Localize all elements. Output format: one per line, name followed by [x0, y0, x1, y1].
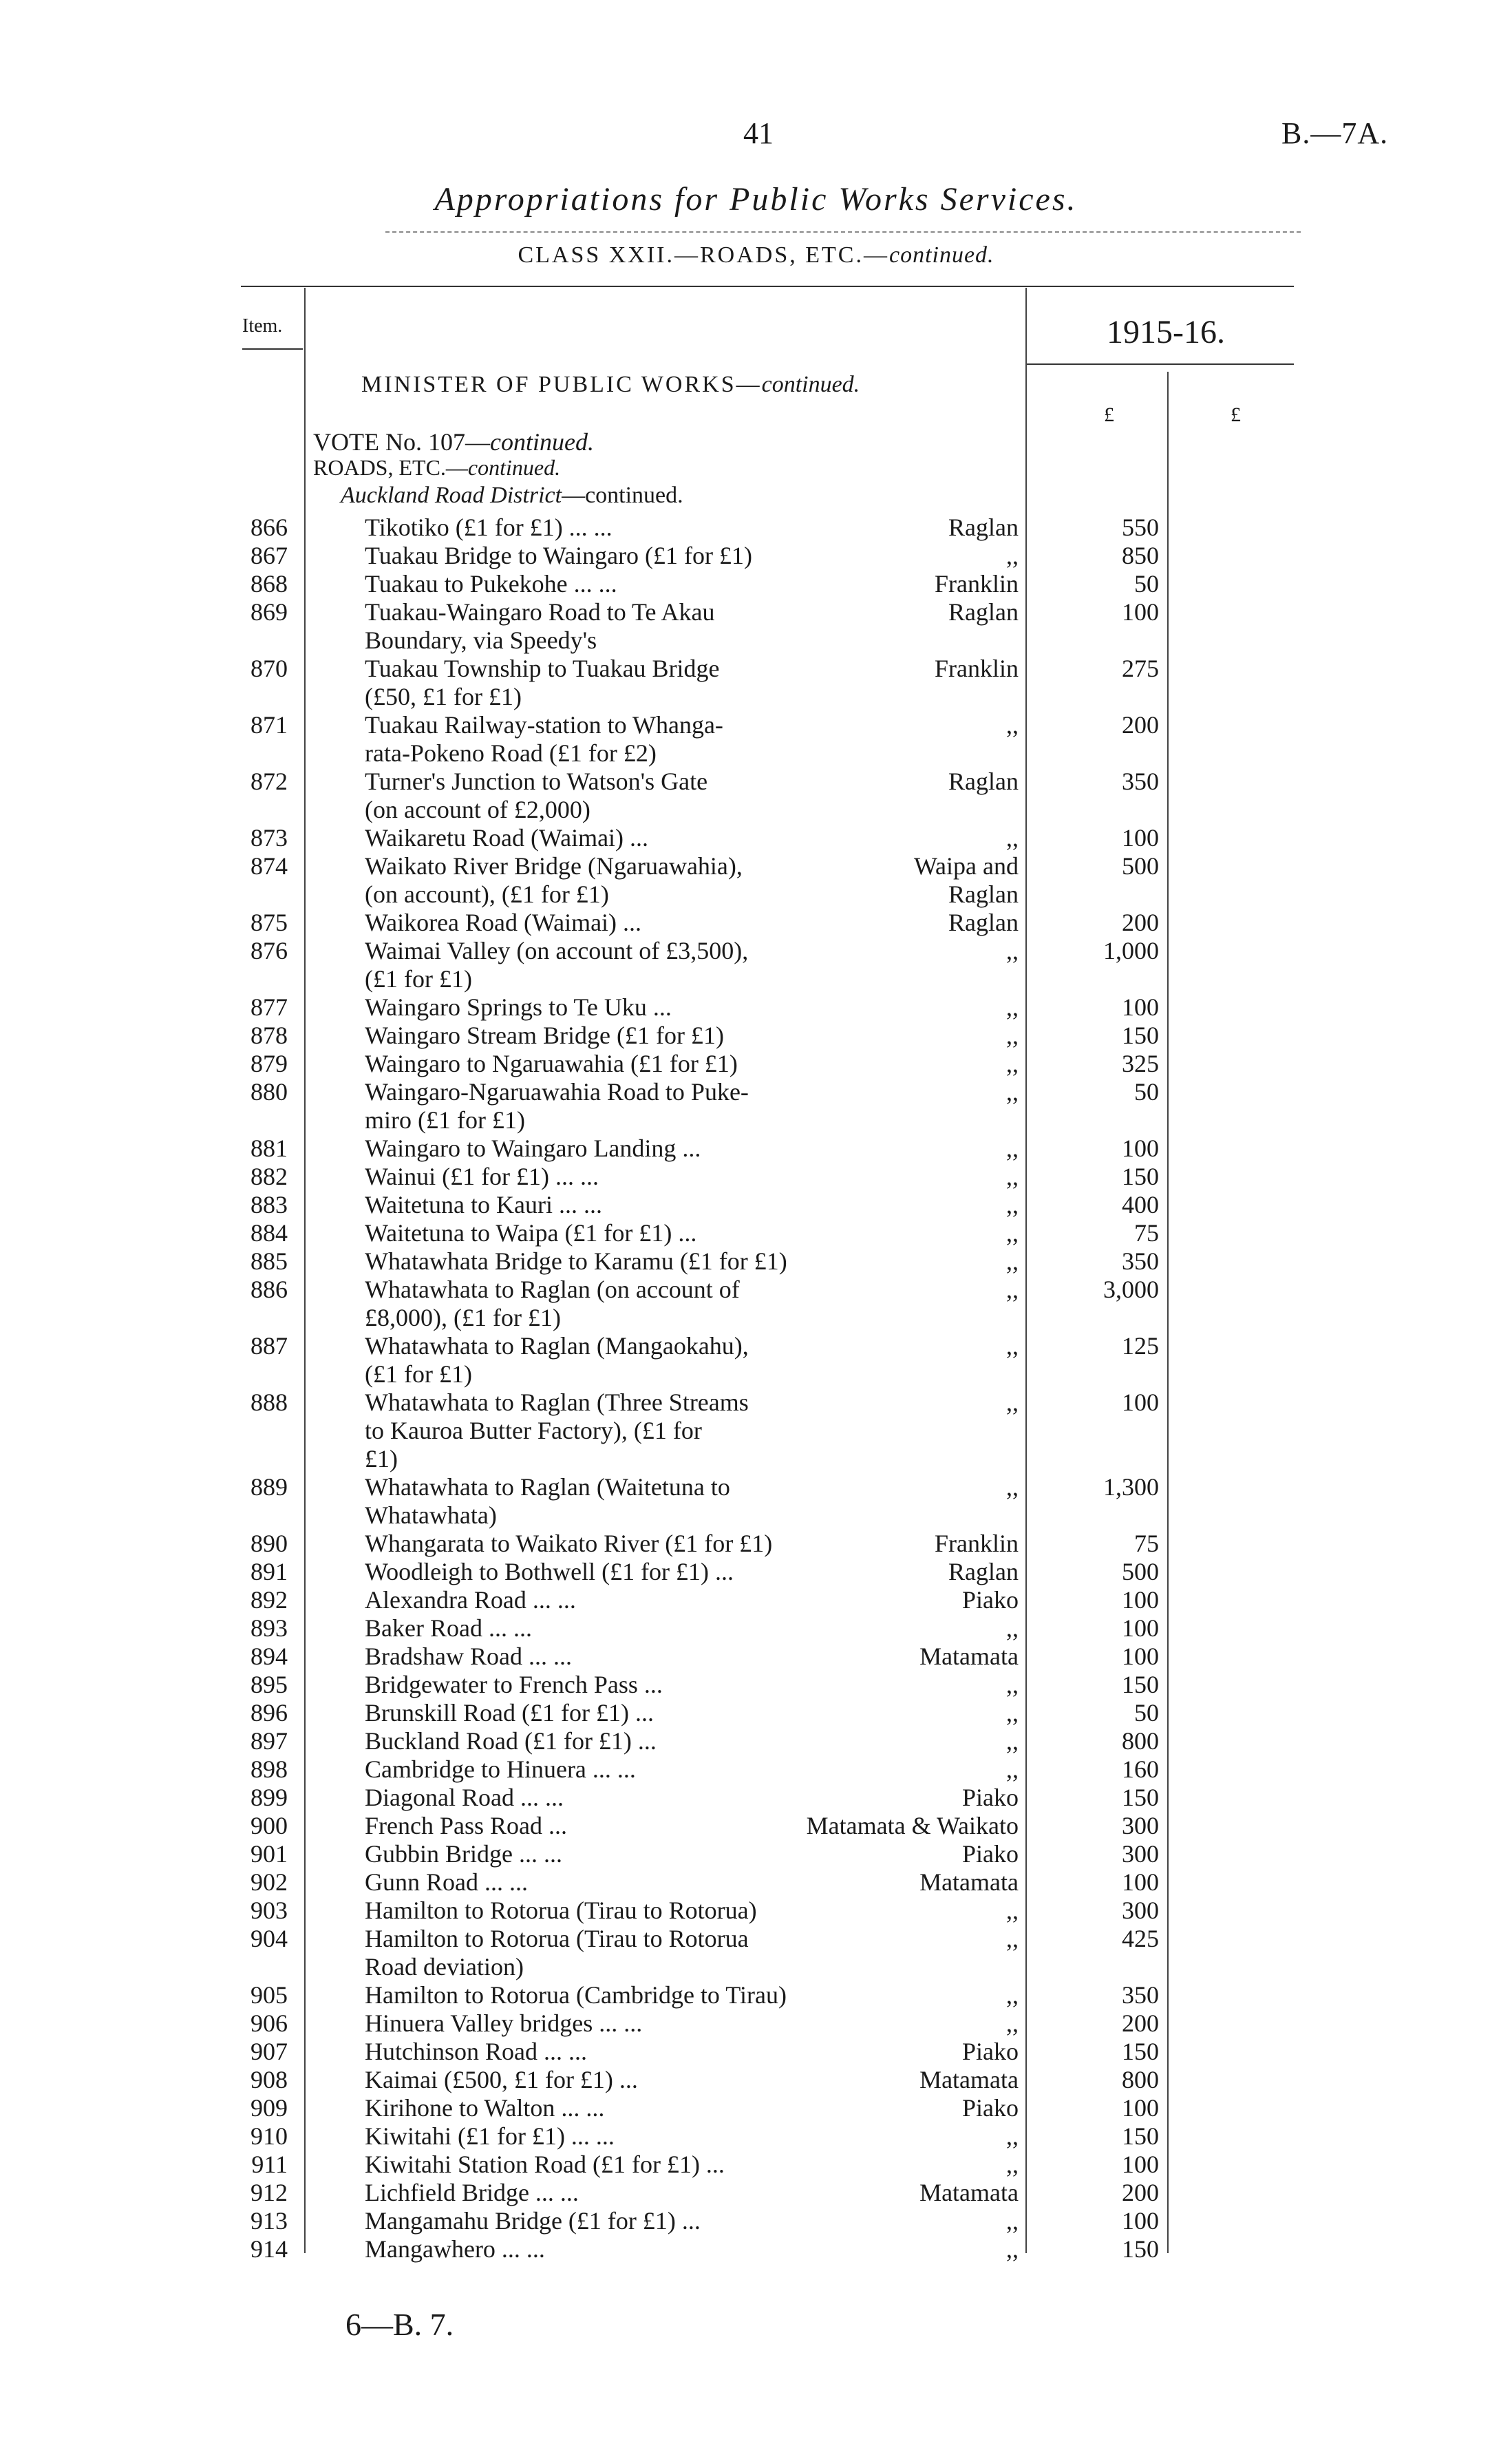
work-description: Tuakau Bridge to Waingaro (£1 for £1)	[365, 542, 753, 569]
electorate: ,,	[1006, 1163, 1019, 1190]
title-rule	[385, 231, 1301, 233]
item-number: 898	[251, 1755, 288, 1783]
table-row	[0, 655, 1512, 711]
table-row	[0, 1840, 1512, 1868]
electorate: ,,	[1006, 937, 1019, 964]
electorate: ,,	[1006, 1078, 1019, 1106]
item-number: 912	[251, 2179, 288, 2206]
amount: 200	[1122, 711, 1159, 739]
work-description: Waitetuna to Kauri ... ...	[365, 1191, 603, 1218]
item-number: 891	[251, 1558, 288, 1585]
amount: 400	[1122, 1191, 1159, 1218]
work-description: Kiwitahi Station Road (£1 for £1) ...	[365, 2151, 725, 2178]
table-row	[0, 768, 1512, 824]
amount: 100	[1122, 824, 1159, 852]
amount: 200	[1122, 2179, 1159, 2206]
item-number: 903	[251, 1897, 288, 1924]
item-number: 877	[251, 993, 288, 1021]
table-row	[0, 1643, 1512, 1671]
electorate: ,,	[1006, 1332, 1019, 1360]
table-row	[0, 1022, 1512, 1050]
work-description: Waikato River Bridge (Ngaruawahia), (on account), (£1 for £1)	[365, 852, 743, 908]
item-number: 883	[251, 1191, 288, 1218]
table-row	[0, 1671, 1512, 1699]
electorate: ,,	[1006, 2207, 1019, 2235]
table-row	[0, 852, 1512, 909]
class-heading-text: CLASS XXII.—ROADS, ETC.—	[518, 242, 889, 268]
item-number: 895	[251, 1671, 288, 1698]
table-row	[0, 2207, 1512, 2235]
table-row	[0, 1558, 1512, 1586]
table-row	[0, 1276, 1512, 1332]
amount: 300	[1122, 1812, 1159, 1839]
table-row	[0, 1219, 1512, 1247]
work-description: Waingaro Stream Bridge (£1 for £1)	[365, 1022, 724, 1049]
electorate: ,,	[1006, 1191, 1019, 1218]
electorate: ,,	[1006, 1671, 1019, 1698]
electorate: Piako	[961, 1784, 1019, 1811]
electorate: ,,	[1006, 1699, 1019, 1727]
work-description: Hamilton to Rotorua (Tirau to Rotorua Road deviation)	[365, 1925, 749, 1981]
work-description: Waingaro to Waingaro Landing ...	[365, 1134, 701, 1162]
amount: 300	[1122, 1897, 1159, 1924]
table-row	[0, 2066, 1512, 2094]
work-description: Waingaro-Ngaruawahia Road to Puke- miro (£1 for £1)	[365, 1078, 749, 1134]
document-reference: B.—7A.	[1281, 116, 1389, 150]
table-row	[0, 2235, 1512, 2263]
amount: 500	[1122, 852, 1159, 880]
work-description: Waikaretu Road (Waimai) ...	[365, 824, 649, 852]
minister-heading	[361, 372, 860, 398]
amount: 150	[1122, 2122, 1159, 2150]
roads-heading-continued: continued.	[467, 455, 561, 480]
electorate: Raglan	[948, 514, 1019, 541]
item-number: 873	[251, 824, 288, 852]
electorate: ,,	[1006, 1925, 1019, 1952]
item-number: 900	[251, 1812, 288, 1839]
amount: 350	[1122, 768, 1159, 795]
work-description: French Pass Road ...	[365, 1812, 567, 1839]
work-description: Tuakau Township to Tuakau Bridge (£50, £1 for £1)	[365, 655, 720, 710]
work-description: Whangarata to Waikato River (£1 for £1)	[365, 1530, 773, 1557]
electorate: Matamata	[919, 1868, 1019, 1896]
roads-heading-text: ROADS, ETC.—	[313, 455, 468, 480]
table-row	[0, 1755, 1512, 1784]
electorate: ,,	[1006, 1897, 1019, 1924]
work-description: Wainui (£1 for £1) ... ...	[365, 1163, 599, 1190]
electorate: ,,	[1006, 1473, 1019, 1501]
amount: 200	[1122, 2009, 1159, 2037]
class-heading	[0, 242, 1512, 268]
appropriation-table-body	[0, 514, 1512, 2263]
amount: 125	[1122, 1332, 1159, 1360]
work-description: Lichfield Bridge ... ...	[365, 2179, 579, 2206]
sheet-signature: 6—B. 7.	[345, 2307, 454, 2342]
work-description: Hinuera Valley bridges ... ...	[365, 2009, 643, 2037]
electorate: Raglan	[948, 598, 1019, 626]
amount: 100	[1122, 598, 1159, 626]
amount: 850	[1122, 542, 1159, 569]
table-row	[0, 993, 1512, 1022]
amount: 800	[1122, 1727, 1159, 1755]
amount: 150	[1122, 1671, 1159, 1698]
item-number: 897	[251, 1727, 288, 1755]
item-number: 874	[251, 852, 288, 880]
item-header-rule	[242, 348, 303, 350]
electorate: ,,	[1006, 1755, 1019, 1783]
amount: 100	[1122, 2207, 1159, 2235]
electorate: ,,	[1006, 1219, 1019, 1247]
item-number: 889	[251, 1473, 288, 1501]
electorate: Waipa and Raglan	[913, 852, 1019, 908]
table-row	[0, 1981, 1512, 2009]
page-number: 41	[743, 116, 774, 150]
electorate: ,,	[1006, 1981, 1019, 2009]
electorate: ,,	[1006, 542, 1019, 569]
electorate: ,,	[1006, 1389, 1019, 1416]
amount: 100	[1122, 993, 1159, 1021]
amount: 150	[1122, 1163, 1159, 1190]
electorate: Matamata	[919, 2066, 1019, 2093]
vote-heading-text: VOTE No. 107—	[313, 428, 490, 456]
electorate: ,,	[1006, 1050, 1019, 1077]
electorate: ,,	[1006, 2009, 1019, 2037]
work-description: Baker Road ... ...	[365, 1614, 532, 1642]
work-description: Hamilton to Rotorua (Tirau to Rotorua)	[365, 1897, 757, 1924]
item-number: 909	[251, 2094, 288, 2122]
item-number: 910	[251, 2122, 288, 2150]
amount: 1,300	[1103, 1473, 1159, 1501]
electorate: ,,	[1006, 711, 1019, 739]
item-number: 871	[251, 711, 288, 739]
amount: 550	[1122, 514, 1159, 541]
work-description: Gunn Road ... ...	[365, 1868, 528, 1896]
table-row	[0, 2038, 1512, 2066]
work-description: Bridgewater to French Pass ...	[365, 1671, 663, 1698]
item-number: 885	[251, 1247, 288, 1275]
table-row	[0, 2151, 1512, 2179]
electorate: Piako	[961, 1840, 1019, 1868]
table-row	[0, 824, 1512, 852]
table-row	[0, 1389, 1512, 1473]
amount: 300	[1122, 1840, 1159, 1868]
electorate: ,,	[1006, 824, 1019, 852]
work-description: Bradshaw Road ... ...	[365, 1643, 572, 1670]
amount: 200	[1122, 909, 1159, 936]
item-number: 881	[251, 1134, 288, 1162]
amount: 100	[1122, 2094, 1159, 2122]
electorate: ,,	[1006, 1276, 1019, 1303]
amount: 800	[1122, 2066, 1159, 2093]
electorate: ,,	[1006, 2122, 1019, 2150]
vote-heading	[313, 427, 594, 456]
item-number: 902	[251, 1868, 288, 1896]
table-row	[0, 598, 1512, 655]
electorate: Piako	[961, 2038, 1019, 2065]
table-row	[0, 1530, 1512, 1558]
electorate: ,,	[1006, 1134, 1019, 1162]
table-row	[0, 1586, 1512, 1614]
table-row	[0, 570, 1512, 598]
electorate: Raglan	[948, 909, 1019, 936]
table-row	[0, 1784, 1512, 1812]
electorate: ,,	[1006, 1614, 1019, 1642]
amount: 100	[1122, 1134, 1159, 1162]
electorate: ,,	[1006, 1727, 1019, 1755]
table-row	[0, 1897, 1512, 1925]
work-description: Diagonal Road ... ...	[365, 1784, 564, 1811]
item-number: 908	[251, 2066, 288, 2093]
amount: 100	[1122, 1586, 1159, 1614]
amount: 50	[1134, 1078, 1159, 1106]
amount: 500	[1122, 1558, 1159, 1585]
table-row	[0, 1050, 1512, 1078]
amount: 160	[1122, 1755, 1159, 1783]
class-heading-continued: continued.	[888, 242, 994, 268]
work-description: Whatawhata to Raglan (on account of £8,000), (£1 for £1)	[365, 1276, 740, 1331]
work-description: Whatawhata Bridge to Karamu (£1 for £1)	[365, 1247, 787, 1275]
electorate: Piako	[961, 2094, 1019, 2122]
item-number: 914	[251, 2235, 288, 2263]
amount: 100	[1122, 2151, 1159, 2178]
electorate: Franklin	[935, 1530, 1019, 1557]
amount: 100	[1122, 1389, 1159, 1416]
table-row	[0, 2094, 1512, 2122]
work-description: Gubbin Bridge ... ...	[365, 1840, 562, 1868]
item-number: 901	[251, 1840, 288, 1868]
work-description: Mangamahu Bridge (£1 for £1) ...	[365, 2207, 701, 2235]
amount: 350	[1122, 1247, 1159, 1275]
item-number: 911	[251, 2151, 288, 2178]
electorate: Raglan	[948, 768, 1019, 795]
amount: 3,000	[1103, 1276, 1159, 1303]
amount: 100	[1122, 1868, 1159, 1896]
work-description: Alexandra Road ... ...	[365, 1586, 576, 1614]
amount: 75	[1134, 1530, 1159, 1557]
item-number: 892	[251, 1586, 288, 1614]
amount: 75	[1134, 1219, 1159, 1247]
item-number: 886	[251, 1276, 288, 1303]
amount: 325	[1122, 1050, 1159, 1077]
electorate: ,,	[1006, 2151, 1019, 2178]
work-description: Turner's Junction to Watson's Gate (on account of £2,000)	[365, 768, 708, 823]
amount: 100	[1122, 1614, 1159, 1642]
item-number: 872	[251, 768, 288, 795]
electorate: Franklin	[935, 655, 1019, 682]
work-description: Waitetuna to Waipa (£1 for £1) ...	[365, 1219, 697, 1247]
item-number: 899	[251, 1784, 288, 1811]
work-description: Tuakau to Pukekohe ... ...	[365, 570, 617, 598]
work-description: Hamilton to Rotorua (Cambridge to Tirau)	[365, 1981, 787, 2009]
item-number: 884	[251, 1219, 288, 1247]
amount: 425	[1122, 1925, 1159, 1952]
amount: 50	[1134, 1699, 1159, 1727]
work-description: Mangawhero ... ...	[365, 2235, 545, 2263]
table-row	[0, 909, 1512, 937]
item-number: 878	[251, 1022, 288, 1049]
work-description: Tikotiko (£1 for £1) ... ...	[365, 514, 613, 541]
item-number: 890	[251, 1530, 288, 1557]
item-number: 869	[251, 598, 288, 626]
district-heading-continued: —continued.	[562, 483, 683, 508]
item-number: 894	[251, 1643, 288, 1670]
table-row	[0, 937, 1512, 993]
work-description: Cambridge to Hinuera ... ...	[365, 1755, 636, 1783]
table-row	[0, 1614, 1512, 1643]
item-number: 896	[251, 1699, 288, 1727]
table-row	[0, 1699, 1512, 1727]
item-number: 904	[251, 1925, 288, 1952]
electorate: Piako	[961, 1586, 1019, 1614]
item-number: 906	[251, 2009, 288, 2037]
table-row	[0, 1727, 1512, 1755]
table-row	[0, 542, 1512, 570]
minister-heading-continued: continued.	[761, 372, 860, 397]
table-row	[0, 1078, 1512, 1134]
amount: 150	[1122, 1022, 1159, 1049]
district-heading	[341, 483, 683, 509]
work-description: Tuakau Railway-station to Whanga- rata-Pokeno Road (£1 for £2)	[365, 711, 723, 767]
amount: 350	[1122, 1981, 1159, 2009]
work-description: Hutchinson Road ... ...	[365, 2038, 587, 2065]
item-number: 905	[251, 1981, 288, 2009]
vote-heading-continued: continued.	[489, 428, 594, 456]
work-description: Waingaro Springs to Te Uku ...	[365, 993, 672, 1021]
work-description: Whatawhata to Raglan (Mangaokahu), (£1 for £1)	[365, 1332, 749, 1388]
work-description: Waimai Valley (on account of £3,500), (£1 for £1)	[365, 937, 749, 993]
table-row	[0, 1191, 1512, 1219]
electorate: Raglan	[948, 1558, 1019, 1585]
item-number: 913	[251, 2207, 288, 2235]
table-row	[0, 711, 1512, 768]
amount: 150	[1122, 1784, 1159, 1811]
work-description: Whatawhata to Raglan (Waitetuna to Whatawhata)	[365, 1473, 730, 1529]
item-number: 879	[251, 1050, 288, 1077]
item-number: 888	[251, 1389, 288, 1416]
amount: 50	[1134, 570, 1159, 598]
minister-heading-text: MINISTER OF PUBLIC WORKS—	[361, 372, 762, 397]
item-number: 870	[251, 655, 288, 682]
item-number: 907	[251, 2038, 288, 2065]
table-row	[0, 1247, 1512, 1276]
pound-unit-col1: £	[1104, 403, 1114, 426]
roads-heading	[313, 455, 560, 481]
item-number: 880	[251, 1078, 288, 1106]
electorate: Matamata & Waikato	[806, 1812, 1019, 1839]
table-row	[0, 1473, 1512, 1530]
item-column-header: Item.	[242, 315, 283, 337]
table-row	[0, 1812, 1512, 1840]
amount: 150	[1122, 2235, 1159, 2263]
electorate: Franklin	[935, 570, 1019, 598]
amount: 150	[1122, 2038, 1159, 2065]
table-row	[0, 1925, 1512, 1981]
district-heading-text: Auckland Road District	[341, 483, 562, 508]
item-number: 887	[251, 1332, 288, 1360]
work-description: Brunskill Road (£1 for £1) ...	[365, 1699, 654, 1727]
work-description: Buckland Road (£1 for £1) ...	[365, 1727, 657, 1755]
table-top-rule	[241, 286, 1294, 287]
table-row	[0, 2179, 1512, 2207]
year-column-header: 1915-16.	[1107, 314, 1225, 350]
electorate: ,,	[1006, 993, 1019, 1021]
pound-unit-col2: £	[1231, 403, 1241, 426]
table-row	[0, 1163, 1512, 1191]
electorate: ,,	[1006, 2235, 1019, 2263]
work-description: Kirihone to Walton ... ...	[365, 2094, 605, 2122]
work-description: Tuakau-Waingaro Road to Te Akau Boundary, via Speedy's	[365, 598, 715, 654]
item-number: 882	[251, 1163, 288, 1190]
table-row	[0, 2009, 1512, 2038]
page-title: Appropriations for Public Works Services.	[434, 181, 1078, 218]
work-description: Whatawhata to Raglan (Three Streams to Kauroa Butter Factory), (£1 for £1)	[365, 1389, 749, 1472]
item-number: 868	[251, 570, 288, 598]
item-number: 867	[251, 542, 288, 569]
item-number: 893	[251, 1614, 288, 1642]
work-description: Waingaro to Ngaruawahia (£1 for £1)	[365, 1050, 738, 1077]
item-number: 875	[251, 909, 288, 936]
table-row	[0, 2122, 1512, 2151]
table-row	[0, 1134, 1512, 1163]
amount: 1,000	[1103, 937, 1159, 964]
amount: 100	[1122, 1643, 1159, 1670]
work-description: Kiwitahi (£1 for £1) ... ...	[365, 2122, 615, 2150]
year-header-rule	[1025, 363, 1294, 365]
amount: 275	[1122, 655, 1159, 682]
electorate: Matamata	[919, 1643, 1019, 1670]
work-description: Waikorea Road (Waimai) ...	[365, 909, 642, 936]
item-number: 876	[251, 937, 288, 964]
electorate: Matamata	[919, 2179, 1019, 2206]
electorate: ,,	[1006, 1247, 1019, 1275]
table-row	[0, 1332, 1512, 1389]
work-description: Woodleigh to Bothwell (£1 for £1) ...	[365, 1558, 734, 1585]
item-number: 866	[251, 514, 288, 541]
table-row	[0, 514, 1512, 542]
table-row	[0, 1868, 1512, 1897]
electorate: ,,	[1006, 1022, 1019, 1049]
work-description: Kaimai (£500, £1 for £1) ...	[365, 2066, 638, 2093]
